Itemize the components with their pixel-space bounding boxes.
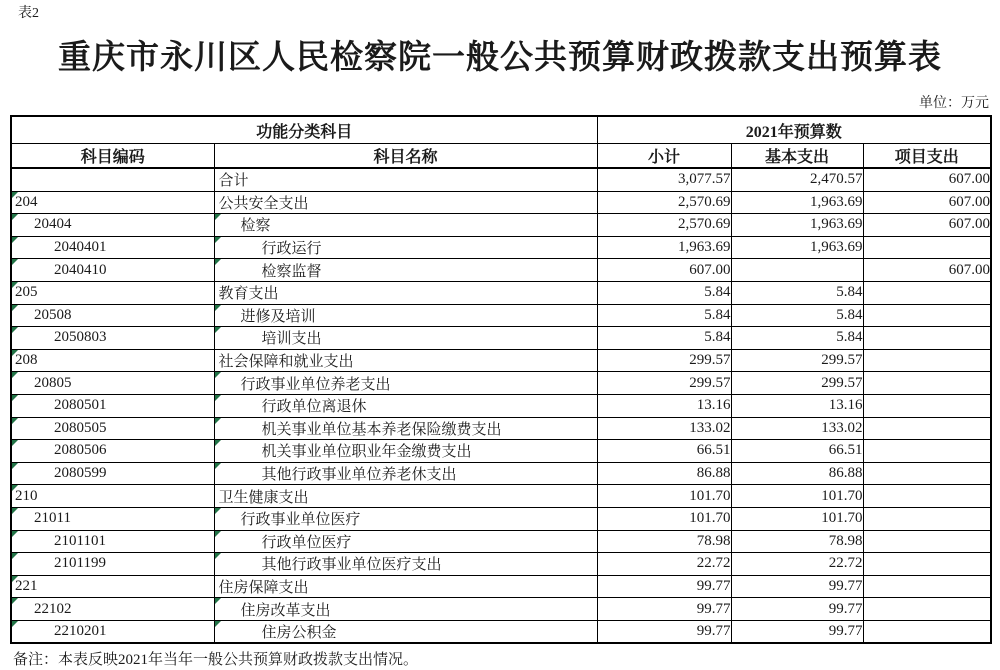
cell-subtotal: 3,077.57 — [597, 168, 731, 191]
cell-subject-code: 2101199 — [11, 553, 214, 576]
cell-corner-marker-icon — [215, 440, 221, 446]
cell-project-expense — [863, 236, 991, 259]
table-row — [11, 327, 991, 350]
cell-basic-expense: 22.72 — [731, 553, 863, 576]
page-title: 重庆市永川区人民检察院一般公共预算财政拨款支出预算表 — [58, 40, 942, 76]
cell-project-expense — [863, 304, 991, 327]
footnote: 备注：本表反映2021年当年一般公共预算财政拨款支出情况。 — [13, 652, 419, 669]
header-col-basic: 基本支出 — [731, 144, 863, 169]
cell-subtotal: 78.98 — [597, 530, 731, 553]
cell-subject-name: 住房改革支出 — [214, 598, 597, 621]
cell-subject-name: 机关事业单位职业年金缴费支出 — [214, 440, 597, 463]
cell-subtotal: 86.88 — [597, 462, 731, 485]
cell-project-expense — [863, 575, 991, 598]
cell-project-expense — [863, 349, 991, 372]
cell-basic-expense: 101.70 — [731, 507, 863, 530]
unit-label: 单位：万元 — [919, 96, 989, 111]
budget-table — [10, 115, 992, 644]
cell-subject-name: 教育支出 — [214, 281, 597, 304]
cell-corner-marker-icon — [12, 531, 18, 537]
cell-corner-marker-icon — [12, 350, 18, 356]
cell-subject-code: 205 — [11, 281, 214, 304]
table-row — [11, 168, 991, 191]
cell-project-expense: 607.00 — [863, 191, 991, 214]
cell-subject-name: 公共安全支出 — [214, 191, 597, 214]
cell-subject-code: 2050803 — [11, 327, 214, 350]
cell-corner-marker-icon — [12, 553, 18, 559]
header-row-groups — [11, 116, 991, 144]
cell-subtotal: 99.77 — [597, 575, 731, 598]
cell-corner-marker-icon — [12, 259, 18, 265]
cell-subtotal: 66.51 — [597, 440, 731, 463]
cell-basic-expense: 101.70 — [731, 485, 863, 508]
cell-subject-code: 20805 — [11, 372, 214, 395]
cell-project-expense: 607.00 — [863, 214, 991, 237]
cell-subject-name: 住房保障支出 — [214, 575, 597, 598]
cell-basic-expense: 66.51 — [731, 440, 863, 463]
cell-subject-name: 检察监督 — [214, 259, 597, 282]
cell-subject-name: 检察 — [214, 214, 597, 237]
cell-corner-marker-icon — [215, 372, 221, 378]
cell-corner-marker-icon — [215, 598, 221, 604]
cell-corner-marker-icon — [215, 463, 221, 469]
cell-basic-expense: 99.77 — [731, 620, 863, 643]
cell-corner-marker-icon — [12, 305, 18, 311]
cell-corner-marker-icon — [215, 395, 221, 401]
cell-corner-marker-icon — [12, 576, 18, 582]
cell-basic-expense: 2,470.57 — [731, 168, 863, 191]
cell-basic-expense: 1,963.69 — [731, 236, 863, 259]
cell-subject-name: 其他行政事业单位养老休支出 — [214, 462, 597, 485]
cell-subject-code: 2210201 — [11, 620, 214, 643]
cell-basic-expense: 5.84 — [731, 327, 863, 350]
table-row — [11, 214, 991, 237]
header-col-code: 科目编码 — [11, 144, 214, 169]
cell-subtotal: 5.84 — [597, 281, 731, 304]
cell-subtotal: 2,570.69 — [597, 214, 731, 237]
cell-basic-expense: 299.57 — [731, 372, 863, 395]
cell-corner-marker-icon — [12, 485, 18, 491]
cell-project-expense — [863, 598, 991, 621]
cell-subtotal: 2,570.69 — [597, 191, 731, 214]
table-row — [11, 462, 991, 485]
cell-project-expense: 607.00 — [863, 168, 991, 191]
cell-basic-expense: 299.57 — [731, 349, 863, 372]
cell-project-expense — [863, 440, 991, 463]
cell-subject-code: 2080501 — [11, 394, 214, 417]
table-row — [11, 485, 991, 508]
cell-subtotal: 1,963.69 — [597, 236, 731, 259]
cell-subject-name: 社会保障和就业支出 — [214, 349, 597, 372]
cell-subtotal: 5.84 — [597, 327, 731, 350]
cell-subtotal: 99.77 — [597, 620, 731, 643]
table-row — [11, 553, 991, 576]
cell-subject-code: 20508 — [11, 304, 214, 327]
cell-corner-marker-icon — [12, 418, 18, 424]
cell-corner-marker-icon — [215, 508, 221, 514]
header-col-name: 科目名称 — [214, 144, 597, 169]
table-row — [11, 530, 991, 553]
table-row — [11, 575, 991, 598]
cell-subject-code: 2080505 — [11, 417, 214, 440]
cell-project-expense: 607.00 — [863, 259, 991, 282]
cell-basic-expense: 13.16 — [731, 394, 863, 417]
cell-subject-code: 208 — [11, 349, 214, 372]
cell-corner-marker-icon — [12, 598, 18, 604]
cell-corner-marker-icon — [12, 463, 18, 469]
cell-basic-expense: 133.02 — [731, 417, 863, 440]
cell-subtotal: 101.70 — [597, 507, 731, 530]
cell-corner-marker-icon — [12, 192, 18, 198]
cell-basic-expense: 86.88 — [731, 462, 863, 485]
cell-project-expense — [863, 394, 991, 417]
table-row — [11, 440, 991, 463]
cell-corner-marker-icon — [215, 418, 221, 424]
cell-basic-expense: 1,963.69 — [731, 214, 863, 237]
cell-corner-marker-icon — [215, 553, 221, 559]
cell-basic-expense — [731, 259, 863, 282]
table-row — [11, 372, 991, 395]
table-row — [11, 394, 991, 417]
cell-project-expense — [863, 485, 991, 508]
cell-subject-code: 2080599 — [11, 462, 214, 485]
cell-corner-marker-icon — [215, 237, 221, 243]
cell-subject-code: 2101101 — [11, 530, 214, 553]
header-function-category: 功能分类科目 — [11, 116, 597, 144]
cell-project-expense — [863, 530, 991, 553]
cell-subject-code: 2040401 — [11, 236, 214, 259]
cell-subject-code: 22102 — [11, 598, 214, 621]
cell-corner-marker-icon — [215, 259, 221, 265]
table-body — [11, 168, 991, 643]
table-row — [11, 304, 991, 327]
cell-subtotal: 607.00 — [597, 259, 731, 282]
cell-subtotal: 299.57 — [597, 349, 731, 372]
header-col-project: 项目支出 — [863, 144, 991, 169]
cell-subject-name: 行政事业单位医疗 — [214, 507, 597, 530]
cell-subject-name: 行政单位离退休 — [214, 394, 597, 417]
cell-subject-name: 合计 — [214, 168, 597, 191]
cell-project-expense — [863, 507, 991, 530]
cell-subject-code: 21011 — [11, 507, 214, 530]
cell-subject-name: 行政事业单位养老支出 — [214, 372, 597, 395]
cell-basic-expense: 99.77 — [731, 598, 863, 621]
cell-subtotal: 22.72 — [597, 553, 731, 576]
cell-project-expense — [863, 281, 991, 304]
cell-subject-name: 行政运行 — [214, 236, 597, 259]
table-row — [11, 191, 991, 214]
cell-corner-marker-icon — [12, 327, 18, 333]
cell-subject-name: 培训支出 — [214, 327, 597, 350]
cell-subject-name: 进修及培训 — [214, 304, 597, 327]
cell-project-expense — [863, 372, 991, 395]
cell-corner-marker-icon — [215, 621, 221, 627]
cell-corner-marker-icon — [12, 508, 18, 514]
cell-subject-code: 221 — [11, 575, 214, 598]
cell-subtotal: 5.84 — [597, 304, 731, 327]
table-row — [11, 417, 991, 440]
table-row — [11, 281, 991, 304]
cell-corner-marker-icon — [12, 237, 18, 243]
cell-project-expense — [863, 462, 991, 485]
header-col-subtotal: 小计 — [597, 144, 731, 169]
cell-subject-name: 行政单位医疗 — [214, 530, 597, 553]
table-row — [11, 236, 991, 259]
cell-subject-code: 20404 — [11, 214, 214, 237]
cell-corner-marker-icon — [12, 282, 18, 288]
cell-corner-marker-icon — [12, 372, 18, 378]
cell-corner-marker-icon — [12, 440, 18, 446]
cell-corner-marker-icon — [215, 305, 221, 311]
cell-basic-expense: 99.77 — [731, 575, 863, 598]
cell-subject-code: 210 — [11, 485, 214, 508]
cell-basic-expense: 1,963.69 — [731, 191, 863, 214]
table-row — [11, 349, 991, 372]
cell-corner-marker-icon — [12, 395, 18, 401]
cell-subject-name: 住房公积金 — [214, 620, 597, 643]
table-row — [11, 507, 991, 530]
cell-corner-marker-icon — [215, 214, 221, 220]
cell-project-expense — [863, 553, 991, 576]
table-row — [11, 620, 991, 643]
cell-subject-code — [11, 168, 214, 191]
cell-subtotal: 13.16 — [597, 394, 731, 417]
cell-project-expense — [863, 327, 991, 350]
cell-subtotal: 133.02 — [597, 417, 731, 440]
cell-subject-code: 204 — [11, 191, 214, 214]
cell-corner-marker-icon — [215, 327, 221, 333]
cell-subject-code: 2080506 — [11, 440, 214, 463]
header-budget-2021: 2021年预算数 — [597, 116, 991, 144]
cell-corner-marker-icon — [12, 621, 18, 627]
cell-project-expense — [863, 620, 991, 643]
cell-subject-name: 卫生健康支出 — [214, 485, 597, 508]
cell-project-expense — [863, 417, 991, 440]
cell-subject-name: 其他行政事业单位医疗支出 — [214, 553, 597, 576]
cell-corner-marker-icon — [12, 214, 18, 220]
cell-subject-name: 机关事业单位基本养老保险缴费支出 — [214, 417, 597, 440]
table-row — [11, 598, 991, 621]
table-row — [11, 259, 991, 282]
cell-subtotal: 299.57 — [597, 372, 731, 395]
cell-subject-code: 2040410 — [11, 259, 214, 282]
cell-subtotal: 101.70 — [597, 485, 731, 508]
header-row-columns — [11, 144, 991, 169]
cell-basic-expense: 5.84 — [731, 281, 863, 304]
table-tag: 表2 — [18, 6, 39, 21]
cell-subtotal: 99.77 — [597, 598, 731, 621]
cell-basic-expense: 5.84 — [731, 304, 863, 327]
cell-basic-expense: 78.98 — [731, 530, 863, 553]
cell-corner-marker-icon — [215, 531, 221, 537]
